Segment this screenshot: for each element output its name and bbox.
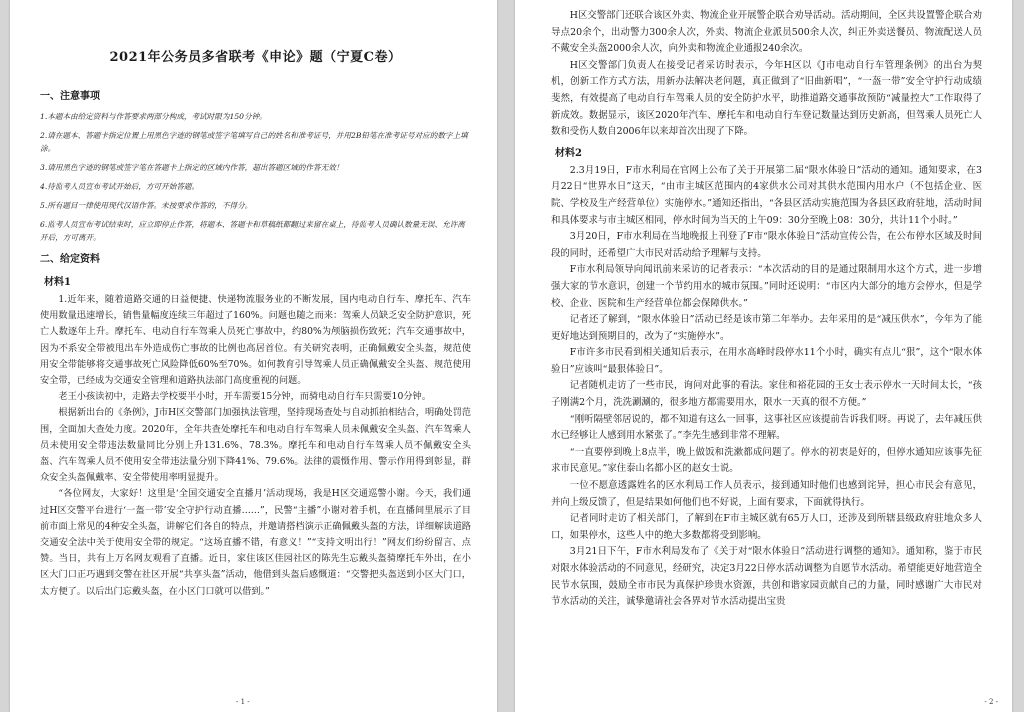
paragraph: “一直要停到晚上8点半，晚上做饭和洗漱都成问题了。停水的初衷是好的，但停水通知应该事先征求市民意见。”家住泰山名都小区的赵女士说。	[551, 446, 982, 475]
paragraph: 根据新出台的《条例》，J市H区交警部门加强执法管理，坚持现场查处与自动抓拍相结合，明确处罚范围，全面加大查处力度。2020年，全年共查处摩托车和电动自行车驾乘人员未佩戴安全头盔、汽车驾乘人员未使用安全带违法数量同比分别上升131.6%、78.3%。摩托车和电动自行车驾乘人员不佩戴安全头盔、汽车驾乘人员不使用安全带违法量分别下降41%、79.6%。法律的震慑作用、警示作用得到彰显，群众安全头盔佩戴率、安全带使用率明显提升。	[40, 407, 471, 484]
section-heading-notes: 一、注意事项	[40, 91, 100, 102]
document-page-1	[10, 0, 497, 712]
paragraph: “刚听隔壁邻居说的，都不知道有这么一回事，这事社区应该提前告诉我们呀。再说了，去年减压供水已经够让人感到用水紧张了。”李先生感到非常不理解。	[551, 413, 982, 442]
note-item: 3.请用黑色字迹的钢笔或签字笔在答题卡上指定的区域内作答，超出答题区域的作答无效！	[40, 163, 344, 172]
page-number: - 1 -	[236, 698, 250, 706]
material-label-1: 材料1	[44, 277, 71, 288]
note-item: 6.监考人员宣布考试结束时，应立即停止作答，将题本、答题卡和草稿纸都翻过来留在桌上，待监考人员确认数量无误、允许离开后，方可离开。	[40, 220, 465, 242]
note-item: 1.本题本由给定资料与作答要求两部分构成，考试时限为150分钟。	[40, 112, 267, 121]
paragraph: 3月21日下午，F市水利局发布了《关于对“限水体验日”活动进行调整的通知》。通知称，鉴于市民对限水体验活动的不同意见，经研究，决定3月22日停水活动调整为自愿节水活动。希望能更好地营造全民节水氛围，鼓励全市市民为真保护珍贵水资源，共创和谐家园贡献自己的力量，同时感谢广大市民对节水活动的关注，诚挚邀请社会各界对节水活动提出宝贵	[551, 546, 982, 608]
notes-list	[40, 110, 471, 244]
paragraph: 一位不愿意透露姓名的区水利局工作人员表示，接到通知时他们也感到诧异，担心市民会有意见，并向上级反馈了，但是结果如何他们也不好说，上面有要求，下面就得执行。	[551, 480, 982, 508]
material-label-2: 材料2	[555, 147, 582, 159]
paragraph: 老王小孩读初中，走路去学校要半小时，开车需要15分钟，而骑电动自行车只需要10分钟。	[58, 391, 431, 403]
paragraph: 1.近年来，随着道路交通的日益便捷、快递物流服务业的不断发展，国内电动自行车、摩托车、汽车使用数量迅速增长，销售量幅度连续三年超过了160%。问题也随之而来：驾乘人员缺乏安全防护意识，死亡人数逐年上升。摩托车、电动自行车驾乘人员死亡事故中，约80%为颅脑损伤致死；汽车交通事故中，因为不系安全带被甩出车外造成伤亡事故的比例也高居首位。有关研究表明，正确佩戴安全头盔，规范使用安全带能够将交通事故死亡风险降低60%至70%。如何教育引导驾乘人员正确佩戴安全头盔、规范使用安全带，已经成为交通安全管理和道路执法部门高度重视的问题。	[40, 294, 471, 387]
document-title: 2021年公务员多省联考《申论》题（宁夏C卷）	[109, 50, 402, 65]
paragraph: F市水利局领导向闻讯前来采访的记者表示：“本次活动的目的是通过限制用水这个方式，进一步增强大家的节水意识，创建一个节约用水的城市氛围。”同时还说明：“市区内大部分的地方会停水，但是学校、企业、医院和生产经营单位都会保障供水。”	[551, 264, 982, 309]
note-item: 4.待监考人员宣布考试开始后，方可开始答题。	[40, 182, 200, 191]
section-heading-given: 二、给定资料	[40, 254, 100, 265]
paragraph: 2.3月19日，F市水利局在官网上公布了关于开展第二届“限水体验日”活动的通知。通知要求，在3月22日“世界水日”这天，“由市主城区范围内的4家供水公司对其供水范围内用水户（不包括企业、医院、学校及生产经营单位）实施停水。”通知还指出，“各县区活动实施范围为各县区政府驻地，活动时间和具体要求与市主城区相同，停水时间为当天的上午09：30分至晚上08：30分，共计11个小时。”	[551, 164, 982, 226]
paragraph: H区交警部门负责人在接受记者采访时表示，今年H区以《J市电动自行车管理条例》的出台为契机，创新工作方式方法，用新办法解决老问题，真正做到了“旧曲新唱”，“一盔一带”安全守护行动成绩斐然，有效提高了电动自行车驾乘人员的安全防护水平，助推道路交通事故预防“减量控大”工作取得了新成效。数据显示，该区2020年汽车、摩托车和电动自行车登记数量达到历史新高，但驾乘人员死亡人数和受伤人数自2006年以来却首次出现了下降。	[551, 59, 982, 138]
paragraph: 记者同时走访了相关部门，了解到在F市主城区就有65万人口，还涉及到所辖县级政府驻地众多人口，如果停水，这些人中的绝大多数都将受到影响。	[551, 513, 982, 541]
paragraph: 记者随机走访了一些市民，询问对此事的看法。家住和裕花园的王女士表示停水一天时间太长，“孩子刚满2个月，洗洗涮涮的，很多地方都需要用水，限水一天真的很不方便。”	[551, 380, 982, 409]
paragraph: F市许多市民看到相关通知后表示，在用水高峰时段停水11个小时，确实有点儿“狠”，这个“限水体验日”应该叫“最狠体验日”。	[551, 347, 982, 375]
page-number: - 2 -	[984, 698, 998, 706]
paragraph: 3月20日，F市水利局在当地晚报上刊登了F市“限水体验日”活动宣传公告，在公布停水区域及时间段的同时，还希望广大市民对活动给予理解与支持。	[551, 231, 982, 259]
paragraph: H区交警部门还联合该区外卖、物流企业开展警企联合劝导活动。活动期间，全区共设置警企联合劝导点20余个，出动警力300余人次，外卖、物流企业派员500余人次，纠正外卖送餐员、物流配送人员不戴安全头盔2000余人次，向外卖和物流企业通报240余次。	[551, 10, 982, 55]
paragraph: “各位网友，大家好！这里是‘全国交通安全直播月’活动现场，我是H区交通巡警小谢。今天，我们通过H区交警平台进行‘一盔一带’安全守护行动直播……”，民警“主播”小谢对着手机，在直播间里展示了目前市面上常见的4种安全头盔，讲解它们各自的特点，并邀请搭档演示正确佩戴头盔的方法，详细解读道路交通安全法中关于使用安全带的规定。“这场直播不错，有意义！”“支持文明出行！”网友们纷纷留言、点赞。当日，共有上万名网友观看了直播。近日，家住该区佳园社区的陈先生忘戴头盔骑摩托车外出，在小区大门口正巧遇到交警在社区开展“共享头盔”活动，他借到头盔后感慨道：“交警把头盔送到小区大门口，太方便了。以后出门忘戴头盔，在小区门口就可以借到。”	[40, 488, 471, 597]
note-item: 2.请在题本、答题卡指定位置上用黑色字迹的钢笔或签字笔填写自己的姓名和准考证号，并用2B铅笔在准考证号对应的数字上填涂。	[40, 131, 468, 153]
paragraph: 记者还了解到，“限水体验日”活动已经是该市第二年举办。去年采用的是“减压供水”，今年为了能更好地达到预期目的，改为了“实施停水”。	[551, 314, 982, 342]
note-item: 5.所有题目一律使用现代汉语作答。未按要求作答的，不得分。	[40, 201, 253, 210]
document-page-2	[515, 0, 1012, 712]
